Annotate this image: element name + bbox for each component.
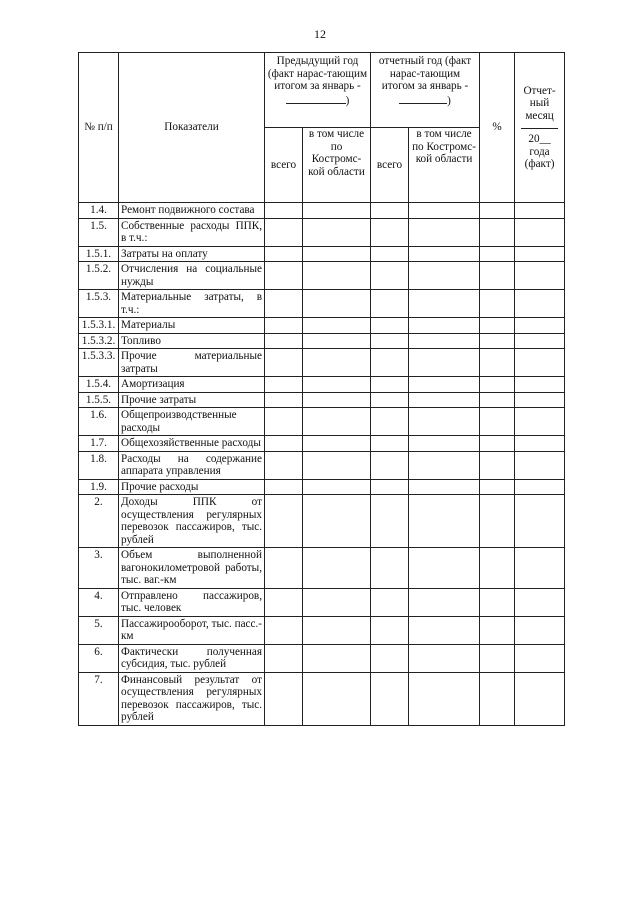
cell-prev-total[interactable] <box>265 495 303 548</box>
cell-report-kostroma[interactable] <box>409 479 480 495</box>
row-num: 1.5.3.1. <box>79 318 119 334</box>
row-num: 1.5.3. <box>79 290 119 318</box>
cell-prev-kostroma[interactable] <box>303 672 371 725</box>
cell-prev-total[interactable] <box>265 408 303 436</box>
cell-month[interactable] <box>515 495 565 548</box>
cell-prev-kostroma[interactable] <box>303 451 371 479</box>
header-report-year-text: отчетный год (факт нарас-тающим итогом за январь - <box>378 55 472 92</box>
cell-month[interactable] <box>515 349 565 377</box>
cell-percent[interactable] <box>480 392 515 408</box>
cell-report-total[interactable] <box>371 436 409 452</box>
row-label: Отчисления на социальные нужды <box>119 262 265 290</box>
cell-prev-total[interactable] <box>265 644 303 672</box>
cell-report-total[interactable] <box>371 548 409 589</box>
row-num: 3. <box>79 548 119 589</box>
cell-percent[interactable] <box>480 218 515 246</box>
header-prev-year-text: Предыдущий год (факт нарас-тающим итогом за январь - <box>267 55 368 92</box>
row-num: 1.5. <box>79 218 119 246</box>
row-label: Объем выполненной вагонокилометровой работы, тыс. ваг.-км <box>119 548 265 589</box>
cell-month[interactable] <box>515 318 565 334</box>
cell-prev-kostroma[interactable] <box>303 644 371 672</box>
cell-month[interactable] <box>515 246 565 262</box>
header-report-year <box>371 53 480 128</box>
cell-percent[interactable] <box>480 318 515 334</box>
row-num: 4. <box>79 588 119 616</box>
header-prev-year <box>265 53 371 128</box>
cell-prev-total[interactable] <box>265 392 303 408</box>
table-row <box>79 246 565 262</box>
header-divider <box>521 128 558 129</box>
cell-prev-kostroma[interactable] <box>303 436 371 452</box>
table-row <box>79 588 565 616</box>
cell-month[interactable] <box>515 377 565 393</box>
table-row <box>79 644 565 672</box>
cell-report-kostroma[interactable] <box>409 616 480 644</box>
cell-report-total[interactable] <box>371 246 409 262</box>
cell-report-total[interactable] <box>371 392 409 408</box>
cell-percent[interactable] <box>480 408 515 436</box>
cell-report-kostroma[interactable] <box>409 392 480 408</box>
cell-report-total[interactable] <box>371 616 409 644</box>
row-label: Общепроизводственные расходы <box>119 408 265 436</box>
table-row <box>79 377 565 393</box>
cell-report-kostroma[interactable] <box>409 644 480 672</box>
cell-month[interactable] <box>515 644 565 672</box>
cell-report-total[interactable] <box>371 672 409 725</box>
table-row <box>79 392 565 408</box>
cell-percent[interactable] <box>480 246 515 262</box>
row-label: Финансовый результат от осуществления регулярных перевозок пассажиров, тыс. рублей <box>119 672 265 725</box>
cell-month[interactable] <box>515 479 565 495</box>
cell-report-total[interactable] <box>371 333 409 349</box>
row-num: 1.5.2. <box>79 262 119 290</box>
cell-prev-total[interactable] <box>265 479 303 495</box>
cell-month[interactable] <box>515 203 565 219</box>
row-label: Фактически полученная субсидия, тыс. рублей <box>119 644 265 672</box>
cell-percent[interactable] <box>480 588 515 616</box>
cell-month[interactable] <box>515 290 565 318</box>
row-label: Топливо <box>119 333 265 349</box>
table-row <box>79 451 565 479</box>
cell-report-total[interactable] <box>371 290 409 318</box>
row-label: Общехозяйственные расходы <box>119 436 265 452</box>
row-label: Прочие материальные затраты <box>119 349 265 377</box>
cell-percent[interactable] <box>480 262 515 290</box>
cell-report-total[interactable] <box>371 203 409 219</box>
cell-prev-kostroma[interactable] <box>303 218 371 246</box>
table-row <box>79 616 565 644</box>
table-row <box>79 318 565 334</box>
cell-prev-total[interactable] <box>265 588 303 616</box>
header-year-suffix: года (факт) <box>524 145 555 170</box>
cell-report-kostroma[interactable] <box>409 495 480 548</box>
row-label: Отправлено пассажиров, тыс. человек <box>119 588 265 616</box>
cell-prev-total[interactable] <box>265 349 303 377</box>
row-num: 1.5.3.3. <box>79 349 119 377</box>
cell-report-total[interactable] <box>371 588 409 616</box>
table-row <box>79 218 565 246</box>
cell-prev-kostroma[interactable] <box>303 495 371 548</box>
header-report-kostroma: в том числе по Костромс-кой области <box>409 128 480 203</box>
cell-prev-kostroma[interactable] <box>303 262 371 290</box>
cell-report-kostroma[interactable] <box>409 436 480 452</box>
cell-report-total[interactable] <box>371 644 409 672</box>
cell-prev-kostroma[interactable] <box>303 318 371 334</box>
cell-month[interactable] <box>515 392 565 408</box>
row-num: 6. <box>79 644 119 672</box>
row-label: Затраты на оплату <box>119 246 265 262</box>
cell-percent[interactable] <box>480 349 515 377</box>
table-row <box>79 290 565 318</box>
row-label: Расходы на содержание аппарата управления <box>119 451 265 479</box>
cell-month[interactable] <box>515 436 565 452</box>
cell-percent[interactable] <box>480 290 515 318</box>
cell-prev-kostroma[interactable] <box>303 479 371 495</box>
cell-percent[interactable] <box>480 495 515 548</box>
row-label: Ремонт подвижного состава <box>119 203 265 219</box>
row-label: Амортизация <box>119 377 265 393</box>
cell-month[interactable] <box>515 548 565 589</box>
cell-prev-total[interactable] <box>265 333 303 349</box>
row-num: 5. <box>79 616 119 644</box>
row-num: 2. <box>79 495 119 548</box>
report-table <box>78 52 565 726</box>
table-row <box>79 479 565 495</box>
cell-prev-kostroma[interactable] <box>303 377 371 393</box>
row-num: 1.4. <box>79 203 119 219</box>
cell-prev-kostroma[interactable] <box>303 588 371 616</box>
cell-report-kostroma[interactable] <box>409 262 480 290</box>
cell-percent[interactable] <box>480 203 515 219</box>
cell-prev-kostroma[interactable] <box>303 203 371 219</box>
cell-report-total[interactable] <box>371 408 409 436</box>
cell-report-total[interactable] <box>371 479 409 495</box>
cell-prev-kostroma[interactable] <box>303 616 371 644</box>
row-label: Собственные расходы ППК, в т.ч.: <box>119 218 265 246</box>
cell-prev-total[interactable] <box>265 451 303 479</box>
table-row <box>79 495 565 548</box>
header-report-month-label: Отчет-ный месяц <box>523 84 556 122</box>
cell-report-total[interactable] <box>371 318 409 334</box>
table-row <box>79 262 565 290</box>
cell-report-kostroma[interactable] <box>409 408 480 436</box>
cell-report-kostroma[interactable] <box>409 377 480 393</box>
table-row <box>79 349 565 377</box>
cell-report-kostroma[interactable] <box>409 672 480 725</box>
row-label: Пассажирооборот, тыс. пасс.-км <box>119 616 265 644</box>
cell-report-kostroma[interactable] <box>409 349 480 377</box>
cell-prev-kostroma[interactable] <box>303 349 371 377</box>
cell-prev-total[interactable] <box>265 318 303 334</box>
date-blank-prev <box>286 93 346 104</box>
row-num: 1.5.5. <box>79 392 119 408</box>
cell-month[interactable] <box>515 451 565 479</box>
cell-month[interactable] <box>515 262 565 290</box>
cell-report-kostroma[interactable] <box>409 203 480 219</box>
cell-report-kostroma[interactable] <box>409 451 480 479</box>
cell-month[interactable] <box>515 408 565 436</box>
cell-month[interactable] <box>515 672 565 725</box>
header-indicator: Показатели <box>119 53 265 203</box>
header-report-month <box>515 53 565 203</box>
header-prev-year-close: ) <box>345 94 350 107</box>
cell-prev-kostroma[interactable] <box>303 246 371 262</box>
cell-report-kostroma[interactable] <box>409 246 480 262</box>
cell-prev-kostroma[interactable] <box>303 290 371 318</box>
cell-percent[interactable] <box>480 644 515 672</box>
table-row <box>79 436 565 452</box>
cell-prev-total[interactable] <box>265 262 303 290</box>
row-num: 1.9. <box>79 479 119 495</box>
cell-month[interactable] <box>515 333 565 349</box>
header-report-year-close: ) <box>447 94 451 107</box>
cell-percent[interactable] <box>480 479 515 495</box>
cell-report-kostroma[interactable] <box>409 588 480 616</box>
header-num: № п/п <box>79 53 119 203</box>
cell-report-total[interactable] <box>371 495 409 548</box>
cell-prev-total[interactable] <box>265 377 303 393</box>
row-num: 1.5.3.2. <box>79 333 119 349</box>
cell-percent[interactable] <box>480 333 515 349</box>
cell-prev-total[interactable] <box>265 246 303 262</box>
row-label: Материалы <box>119 318 265 334</box>
cell-report-total[interactable] <box>371 377 409 393</box>
cell-report-kostroma[interactable] <box>409 218 480 246</box>
row-num: 1.5.4. <box>79 377 119 393</box>
cell-prev-kostroma[interactable] <box>303 392 371 408</box>
cell-percent[interactable] <box>480 616 515 644</box>
cell-percent[interactable] <box>480 672 515 725</box>
row-label: Доходы ППК от осуществления регулярных перевозок пассажиров, тыс. рублей <box>119 495 265 548</box>
cell-prev-kostroma[interactable] <box>303 548 371 589</box>
row-num: 7. <box>79 672 119 725</box>
table-row <box>79 203 565 219</box>
header-prev-kostroma: в том числе по Костромс-кой области <box>303 128 371 203</box>
table-row <box>79 408 565 436</box>
header-report-total: всего <box>371 128 409 203</box>
cell-prev-kostroma[interactable] <box>303 408 371 436</box>
cell-prev-total[interactable] <box>265 218 303 246</box>
page-number: 12 <box>314 27 326 41</box>
cell-percent[interactable] <box>480 548 515 589</box>
cell-prev-total[interactable] <box>265 616 303 644</box>
header-prev-total: всего <box>265 128 303 203</box>
cell-report-kostroma[interactable] <box>409 318 480 334</box>
cell-prev-total[interactable] <box>265 672 303 725</box>
row-num: 1.8. <box>79 451 119 479</box>
table-row <box>79 672 565 725</box>
cell-month[interactable] <box>515 588 565 616</box>
row-num: 1.6. <box>79 408 119 436</box>
cell-prev-kostroma[interactable] <box>303 333 371 349</box>
header-percent: % <box>480 53 515 203</box>
cell-prev-total[interactable] <box>265 290 303 318</box>
date-blank-report <box>399 93 447 104</box>
cell-percent[interactable] <box>480 377 515 393</box>
table-row <box>79 333 565 349</box>
cell-prev-total[interactable] <box>265 203 303 219</box>
cell-report-total[interactable] <box>371 218 409 246</box>
cell-report-kostroma[interactable] <box>409 333 480 349</box>
cell-percent[interactable] <box>480 451 515 479</box>
cell-prev-total[interactable] <box>265 436 303 452</box>
cell-report-total[interactable] <box>371 262 409 290</box>
cell-report-kostroma[interactable] <box>409 290 480 318</box>
cell-percent[interactable] <box>480 436 515 452</box>
cell-report-total[interactable] <box>371 451 409 479</box>
row-num: 1.7. <box>79 436 119 452</box>
cell-month[interactable] <box>515 616 565 644</box>
header-year-prefix: 20__ <box>528 133 551 145</box>
row-label: Прочие затраты <box>119 392 265 408</box>
row-label: Материальные затраты, в т.ч.: <box>119 290 265 318</box>
cell-report-total[interactable] <box>371 349 409 377</box>
cell-report-kostroma[interactable] <box>409 548 480 589</box>
row-label: Прочие расходы <box>119 479 265 495</box>
table-row <box>79 548 565 589</box>
row-num: 1.5.1. <box>79 246 119 262</box>
cell-prev-total[interactable] <box>265 548 303 589</box>
cell-month[interactable] <box>515 218 565 246</box>
